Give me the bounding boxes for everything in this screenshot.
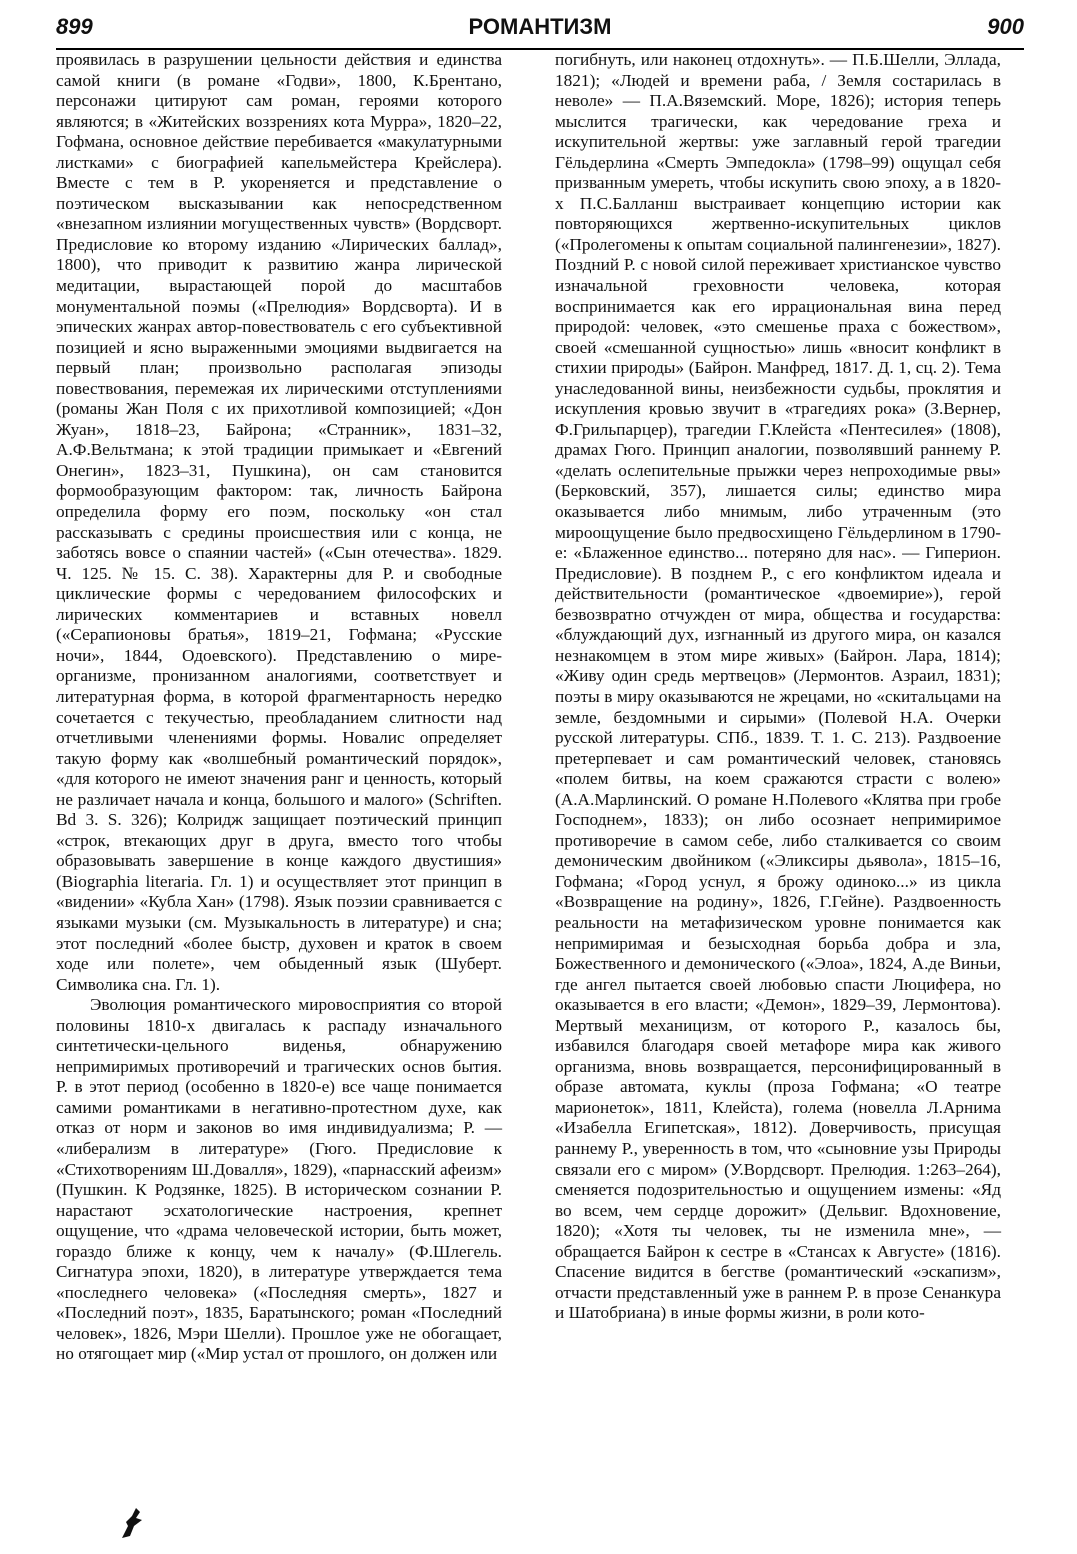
right-paragraph-1: погибнуть, или наконец отдохнуть». — П.Б.Шелли, Эллада, 1821); «Людей и времени раба, / Земля состарилась в неволе» — П.А.Вяземский. Море, 1826); история теперь мыслится трагически, как чередование греха и искупительной жертвы: уже заглавный герой трагедии Гёльдерлина «Смерть Эмпедокла» (1798–99) ощущал себя призванным умереть, чтобы искупить свою эпоху, а в 1820-х П.С.Балланш выстраивает концепцию истории как повторяющихся жертвенно-искупительных циклов («Пролегомены к опытам социальной палингенезии», 1827). Поздний Р. с новой силой переживает христианское чувство изначальной греховности человека, которая воспринимается как его иррациональная вина перед природой: человек, «это смешенье праха с божеством», своей «смешанной сущностью» лишь «вносит конфликт в стихии природы» (Байрон. Манфред, 1817. Д. 1, сц. 2). Тема унаследованной вины, неизбежности судьбы, проклятия и искупления кровью звучит в «трагедиях рока» (З.Вернер, Ф.Грильпарцер), трагедии Г.Клейста «Пентесилея» (1808), драмах Гюго. Принцип аналогии, позволявший раннему Р. «делать ослепительные прыжки через непроходимые рвы» (Берковский, 357), лишается силы; единство мира оказывается либо мнимым, либо утраченным (это мироощущение было предвосхищено Гёльдерлином в 1790-е: «Блаженное единство... потеряно для нас». — Гиперион. Предисловие). В позднем Р., с его конфликтом идеала и действительности (романтическое «двоемирие»), герой безвозвратно отчужден от мира, общества и государства: «блуждающий дух, изгнанный из другого мира, он казался незнакомцем в этом мире живых» (Байрон. Лара, 1814); «Живу один средь мертвецов» (Лермонтов. Азраил, 1831); поэты в миру оказываются не жрецами, но «скитальцами на земле, бездомными и сирыми» (Полевой Н.А. Очерки русской литературы. СПб., 1839. Т. 1. С. 213). Раздвоение претерпевает и сам романтический человек, становясь «полем битвы, на коем сражаются страсти с волею» (А.А.Марлинский. О романе Н.Полевого «Клятва при гробе Господнем», 1833); он либо осознает непримиримое противоречие в самом себе, либо сталкивается со своим демоническим двойником («Эликсиры дьявола», 1815–16, Гофмана; «Город уснул, я брожу одиноко...» из цикла «Возвращение на родину», 1826, Г.Гейне). Раздвоенность реальности на метафизическом уровне понимается как непримиримая и безысходная борьба добра и зла, Божественного и демонического («Элоа», 1824, А.де Виньи, где ангел пытается своей любовью спасти Люцифера, но оказывается в его власти; «Демон», 1829–39, Лермонтова). Мертвый механицизм, от которого Р., казалось бы, избавился благодаря своей метафоре мира как живого организма, вновь возвращается, персонифицированный в образе автомата, куклы (проза Гофмана; «О театре марионеток», 1811, Клейста), голема (новелла Л.Арнима «Изабелла Египетская», 1812). Доверчивость, присущая раннему Р., уверенность в том, что «сыновние узы Природы связали его с миром» (У.Вордсворт. Прелюдия. 1:263–264), сменяется подозрительностью и ощущением измены: «Яд во всем, чем сердце дорожит» (Дельвиг. Вдохновение, 1820); «Хотя ты человек, ты не изменила мне», — обращается Байрон к сестре в «Стансах к Августе» (1816). Спасение видится в бегстве (романтический «эскапизм», отчасти представленный уже в раннем Р. в прозе Сенанкура и Шатобриана) в иные формы жизни, в роли кото-: [555, 50, 1001, 1323]
scan-mark-icon: [118, 1506, 146, 1540]
left-column: [56, 50, 502, 1365]
page-number-left: 899: [56, 14, 93, 39]
left-paragraph-2: Эволюция романтического мировосприятия со второй половины 1810-х двигалась к распаду изначального синтетически-цельного виденья, обнаружению непримиримых противоречий и трагических основ бытия. Р. в этот период (особенно в 1820-е) все чаще понимается самими романтиками в негативно-протестном духе, как отказ от норм и законов во имя индивидуализма; Р. — «либерализм в литературе» (Гюго. Предисловие к «Стихотворениям Ш.Довалля», 1829), «парнасский афеизм» (Пушкин. К Родзянке, 1825). В историческом сознании Р. нарастают эсхатологические настроения, крепнет ощущение, что «драма человеческой истории, быть может, гораздо ближе к концу, чем к началу» (Ф.Шлегель. Сигнатура эпохи, 1820), в литературе утверждается тема «последнего человека» («Последняя смерть», 1827 и «Последний поэт», 1835, Баратынского; роман «Последний человек», 1826, Мэри Шелли). Прошлое уже не обогащает, но отягощает мир («Мир устал от прошлого, он должен или: [56, 995, 502, 1364]
page-number-right: 900: [987, 14, 1024, 39]
running-title: РОМАНТИЗМ: [468, 14, 612, 39]
page-header: [56, 14, 1024, 50]
left-paragraph-1: проявилась в разрушении цельности действия и единства самой книги (в романе «Годви», 1800, К.Брентано, персонажи цитируют сам роман, героями которого являются; в «Житейских воззрениях кота Мурра», 1820–22, Гофмана, основное действие перебивается «макулатурными листками» с биографией капельмейстера Крейслера). Вместе с тем в Р. укореняется и представление о поэтическом высказывании как непосредственном «внезапном излиянии могущественных чувств» (Вордсворт. Предисловие ко второму изданию «Лирических баллад», 1800), что приводит к развитию жанра лирической медитации, вырастающей порой до масштабов монументальной поэмы («Прелюдия» Вордсворта). И в эпических жанрах автор-повествователь с его субъективной позицией и ясно выраженными эмоциями выдвигается на первый план; произвольно располагая эпизоды повествования, перемежая их лирическими отступлениями (романы Жан Поля с их прихотливой композицией; «Дон Жуан», 1818–23, Байрона; «Странник», 1831–32, А.Ф.Вельтмана; к этой традиции примыкает и «Евгений Онегин», 1823–31, Пушкина), он сам становится формообразующим фактором: так, личность Байрона определила форму его поэм, поскольку «он стал рассказывать с средины происшествия или с конца, не заботясь вовсе о спаянии частей» («Сын отечества». 1829. Ч. 125. № 15. С. 38). Характерны для Р. и свободные циклические формы с чередованием философских и лирических комментариев и вставных новелл («Серапионовы братья», 1819–21, Гофмана; «Русские ночи», 1844, Одоевского). Представлению о мире-организме, пронизанном аналогиями, соответствует и литературная форма, в которой фрагментарность нередко сочетается с текучестью, преобладанием слитности над отчетливыми членениями формы. Новалис определяет такую форму как «волшебный романтический порядок», «для которого не имеют значения ранг и ценность, который не различает начала и конца, большого и малого» (Schriften. Bd 3. S. 326); Колридж защищает поэтический принцип «строк, втекающих друг в друга, вместо того чтобы образовывать завершение в конце каждого двустишия» (Biographia literaria. Гл. 1) и осуществляет этот принцип в «видении» «Кубла Хан» (1798). Язык поэзии сравнивается с языками музыки (см. Музыкальность в литературе) и сна; этот последний «более быстр, духовен и краток в своем ходе или полете», чем обыденный язык (Шуберт. Символика сна. Гл. 1).: [56, 50, 502, 994]
right-column: [555, 50, 1001, 1324]
